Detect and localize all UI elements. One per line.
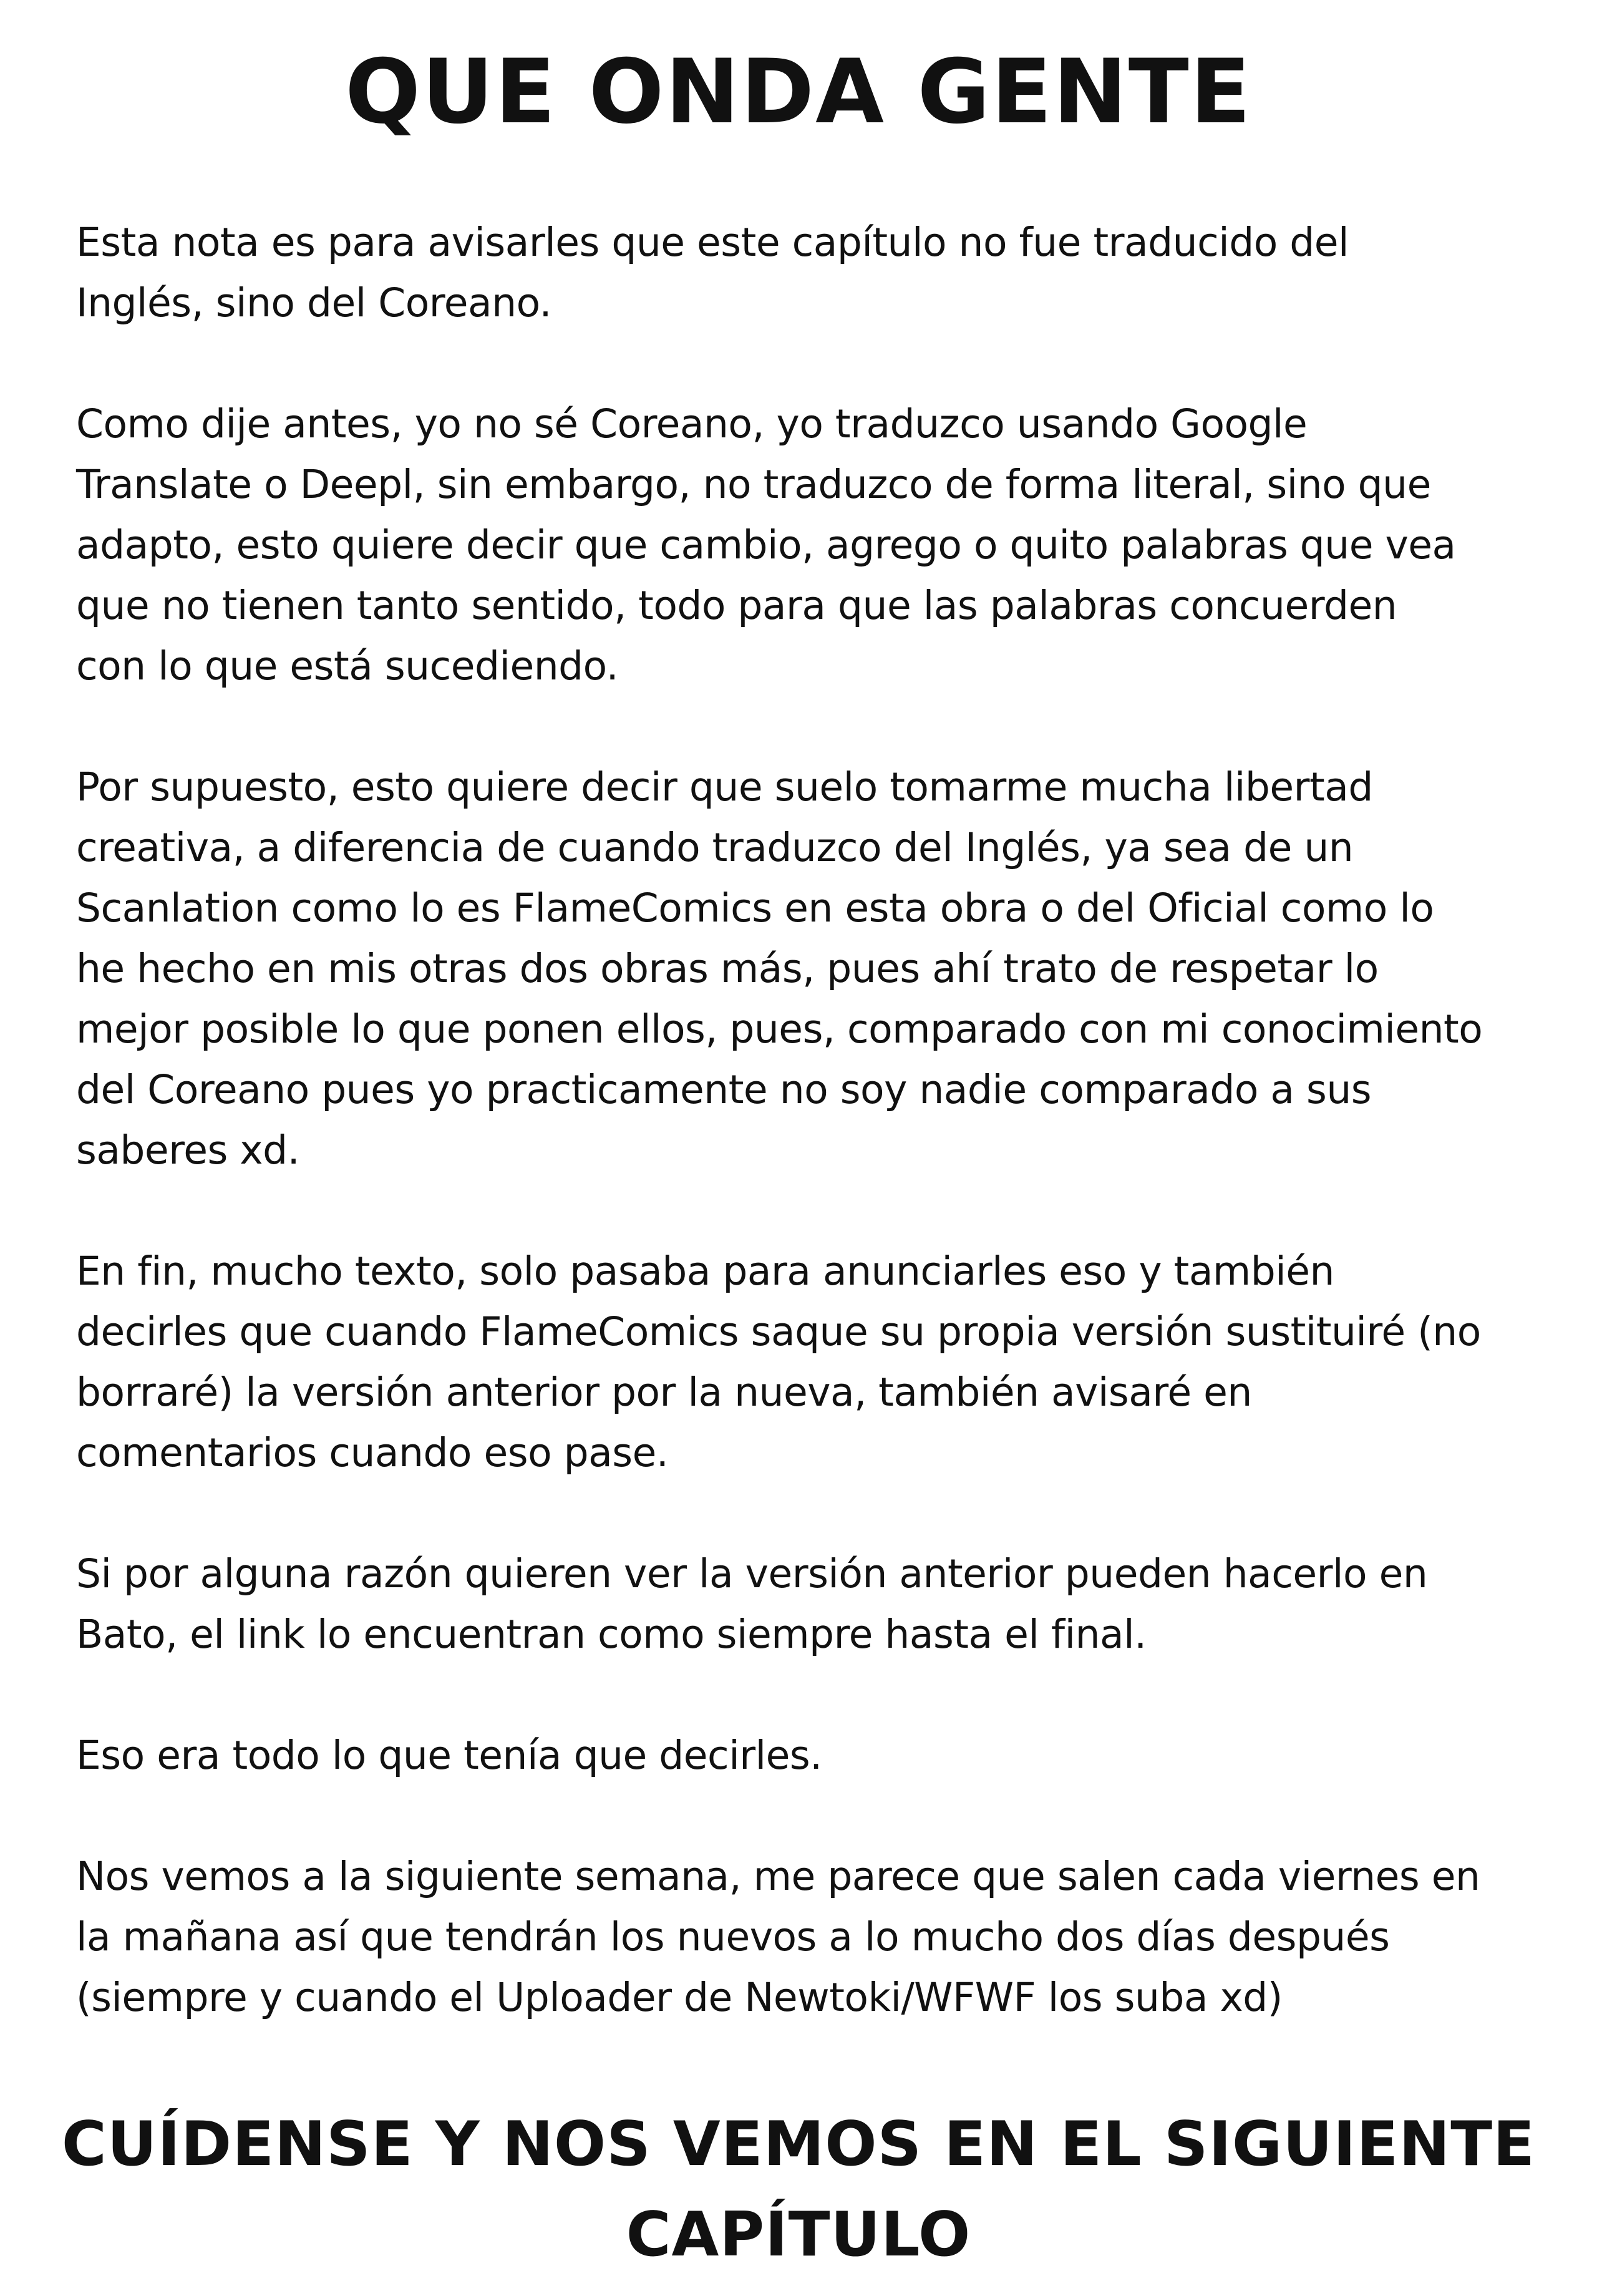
text-line: la mañana así que tendrán los nuevos a lo mucho dos días después	[76, 1914, 1390, 1960]
paragraph-previous-version	[76, 1544, 1561, 1665]
closing-heading-line: CUÍDENSE Y NOS VEMOS EN EL SIGUIENTE	[61, 2109, 1536, 2180]
paragraph-replacement-notice	[76, 1241, 1561, 1483]
text-line: Scanlation como lo es FlameComics en esta obra o del Oficial como lo	[76, 885, 1434, 931]
text-line: Esta nota es para avisarles que este capítulo no fue traducido del	[76, 220, 1349, 265]
text-line: Si por alguna razón quieren ver la versión anterior pueden hacerlo en	[76, 1551, 1428, 1597]
note-body	[76, 212, 1561, 2028]
paragraph-method	[76, 394, 1561, 696]
paragraph-schedule	[76, 1846, 1561, 2028]
text-line: Bato, el link lo encuentran como siempre hasta el final.	[76, 1612, 1147, 1657]
text-line: Por supuesto, esto quiere decir que suelo tomarme mucha libertad	[76, 764, 1373, 810]
text-line: borraré) la versión anterior por la nueva, también avisaré en	[76, 1369, 1252, 1415]
closing-heading-line: CAPÍTULO	[626, 2199, 971, 2270]
page-title: QUE ONDA GENTE	[345, 41, 1252, 144]
text-line: creativa, a diferencia de cuando traduzco del Inglés, ya sea de un	[76, 825, 1354, 870]
text-line: adapto, esto quiere decir que cambio, agrego o quito palabras que vea	[76, 522, 1456, 568]
text-line: saberes xd.	[76, 1127, 300, 1173]
text-line: Nos vemos a la siguiente semana, me parece que salen cada viernes en	[76, 1854, 1480, 1899]
closing-heading	[0, 2099, 1597, 2280]
paragraph-intro	[76, 212, 1561, 333]
text-line: decirles que cuando FlameComics saque su propia versión sustituiré (no	[76, 1309, 1481, 1355]
text-line: En fin, mucho texto, solo pasaba para anunciarles eso y también	[76, 1248, 1334, 1294]
text-line: mejor posible lo que ponen ellos, pues, comparado con mi conocimiento	[76, 1006, 1483, 1052]
text-line: Inglés, sino del Coreano.	[76, 280, 552, 326]
text-line: con lo que está sucediendo.	[76, 643, 619, 689]
text-line: comentarios cuando eso pase.	[76, 1430, 669, 1476]
text-line: (siempre y cuando el Uploader de Newtoki/WFWF los suba xd)	[76, 1975, 1283, 2020]
paragraph-creative-liberty	[76, 757, 1561, 1180]
text-line: Translate o Deepl, sin embargo, no traduzco de forma literal, sino que	[76, 462, 1431, 507]
text-line: Eso era todo lo que tenía que decirles.	[76, 1733, 822, 1778]
paragraph-closing	[76, 1725, 1561, 1786]
text-line: he hecho en mis otras dos obras más, pues ahí trato de respetar lo	[76, 946, 1379, 991]
text-line: Como dije antes, yo no sé Coreano, yo traduzco usando Google	[76, 401, 1308, 447]
text-line: del Coreano pues yo practicamente no soy nadie comparado a sus	[76, 1067, 1372, 1112]
text-line: que no tienen tanto sentido, todo para que las palabras concuerden	[76, 583, 1397, 628]
